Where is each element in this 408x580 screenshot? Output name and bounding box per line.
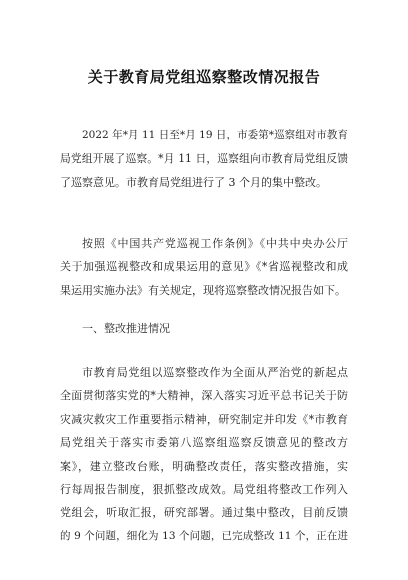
paragraph-intro xyxy=(60,124,348,194)
text-line: 按照《中国共产党巡视工作条例》《中共中央办公厅 xyxy=(82,237,348,250)
paragraph-basis xyxy=(60,232,348,302)
text-line: 2022 年*月 11 日至*月 19 日，市委第*巡察组对市教育 xyxy=(82,129,348,141)
text-line: 局党组关于落实市委第八巡察组巡察反馈意见的整改方 xyxy=(60,436,348,450)
text-line: 党组会，听取汇报，研究部署。通过集中整改，目前反馈 xyxy=(60,506,348,520)
section-heading-text: 一、整改推进情况 xyxy=(82,322,170,335)
text-line: 的 9 个问题，细化为 13 个问题，已完成整改 11 个，正在进 xyxy=(60,529,348,542)
text-line: 局党组开展了巡察。*月 11 日，巡察组向市教育局党组反馈 xyxy=(60,152,348,166)
section-heading xyxy=(60,317,348,340)
text-line: 果运用实施办法》有关规定，现将巡察整改情况报告如下。 xyxy=(60,283,346,297)
text-line: 市教育局党组以巡察整改作为全面从严治党的新起点 xyxy=(82,366,348,379)
text-line: 全面贯彻落实党的*大精神，深入落实习近平总书记关于防 xyxy=(60,389,348,403)
text-line: 灾减灾救灾工作重要指示精神，研究制定并印发《*市教育 xyxy=(60,412,348,426)
text-line: 了巡察意见。市教育局党组进行了 3 个月的集中整改。 xyxy=(60,175,327,189)
text-line: 案》，建立整改台账，明确整改责任，落实整改措施，实 xyxy=(60,459,348,473)
document-title: 关于教育局党组巡察整改情况报告 xyxy=(87,68,321,86)
text-line: 关于加强巡视整改和成果运用的意见》《*省巡视整改和成 xyxy=(60,260,348,274)
text-line: 行每周报告制度，狠抓整改成效。局党组将整改工作列入 xyxy=(60,483,348,497)
paragraph-progress xyxy=(60,361,348,548)
